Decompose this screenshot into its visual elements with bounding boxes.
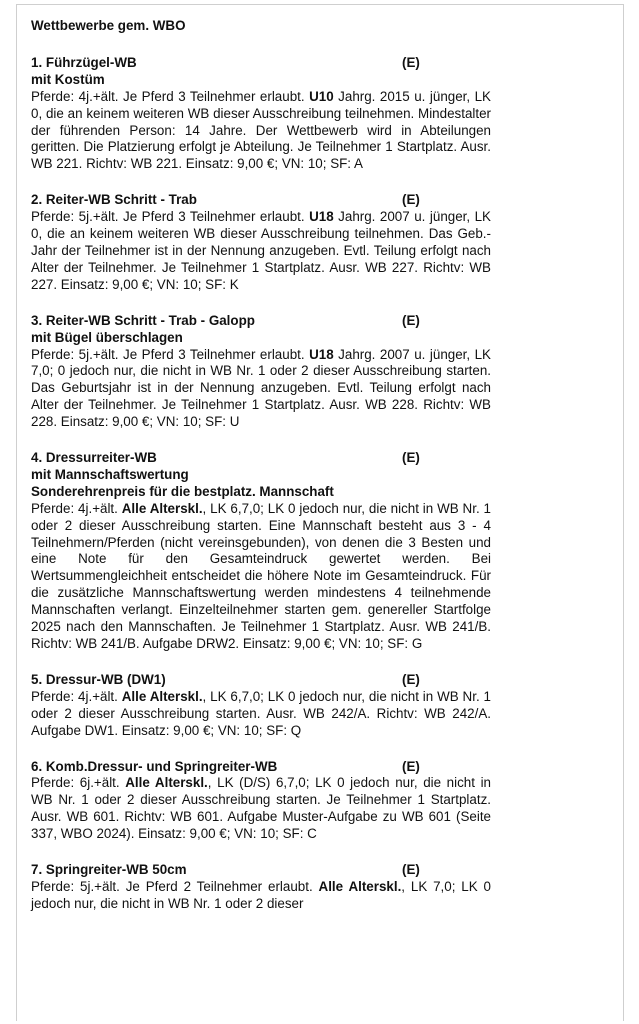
- competition-subheading: mit Kostüm: [31, 71, 105, 87]
- description-text: Pferde: 6j.+ält.: [31, 775, 126, 791]
- competition-heading: [31, 450, 491, 467]
- competition-category-tag: (E): [402, 671, 420, 687]
- competition-title: 4. Dressurreiter-WB: [31, 450, 157, 466]
- highlighted-term: U18: [309, 346, 334, 362]
- highlighted-term: Alle Alterskl.: [121, 500, 203, 516]
- highlighted-term: Alle Alterskl.: [121, 688, 203, 704]
- description-text: Jahrg. 2015 u. jünger, LK 0, die an keinem weiteren WB dieser Ausschreibung teilnehmen. Mindestalter der führenden Person: 14 Jahre. Der Wettbewerb wird in Abteilungen geritten. Die Platzierung erfolgt je Abteilung. Je Teilnehmer 1 Startplatz. Ausr. WB 221. Richtv: WB 221. Einsatz: 9,00 €; VN: 10; SF: A: [31, 88, 491, 172]
- description-text: Jahrg. 2007 u. jünger, LK 0, die an keinem weiteren WB dieser Ausschreibung teilnehmen. Das Geb.-Jahr der Teilnehmer ist in der Nennung anzugeben. Evtl. Teilung erfolgt nach Alter der Teilnehmer. Je Teilnehmer 1 Startplatz. Ausr. WB 227. Richtv: WB 227. Einsatz: 9,00 €; VN: 10; SF: K: [31, 209, 491, 292]
- competition-entry: [31, 759, 491, 844]
- competition-entry: [31, 55, 491, 173]
- competition-heading: [31, 55, 491, 72]
- description-text: Pferde: 4j.+ält.: [31, 688, 122, 704]
- competition-description: [31, 347, 491, 432]
- competition-entry: [31, 862, 491, 913]
- competition-description: [31, 209, 491, 294]
- description-text: Pferde: 4j.+ält. Je Pferd 3 Teilnehmer erlaubt.: [31, 88, 310, 104]
- competition-category-tag: (E): [402, 54, 420, 70]
- highlighted-term: U18: [309, 209, 334, 225]
- description-text: , LK 6,7,0; LK 0 jedoch nur, die nicht in WB Nr. 1 oder 2 dieser Ausschreibung starten. Eine Mannschaft besteht aus 3 - 4 Teilnehmern/Pferden (nicht vereinsgebunden), von denen die 3 Besten und eine Note für den Gesamteindruck gewertet werden. Bei Wertsummengleichheit entscheidet die höhere Note im Gesamteindruck. Für die zusätzliche Mannschaftswertung werden mindestens 4 teilnehmende Mannschaften verlangt. Einzelteilnehmer starten gem. genereller Startfolge 2025 nach den Mannschaften. Je Teilnehmer 1 Startplatz. Ausr. WB 241/B. Richtv: WB 241/B. Aufgabe DRW2. Einsatz: 9,00 €; VN: 10; SF: G: [31, 500, 491, 651]
- competition-title: 5. Dressur-WB (DW1): [31, 671, 166, 687]
- competition-list: [31, 55, 491, 913]
- highlighted-term: U10: [309, 88, 334, 104]
- competition-heading: [31, 313, 491, 330]
- description-text: , LK 6,7,0; LK 0 jedoch nur, die nicht in WB Nr. 1 oder 2 dieser Ausschreibung starten. Ausr. WB 242/A. Richtv: WB 242/A. Aufgabe DW1. Einsatz: 9,00 €; VN: 10; SF: Q: [31, 688, 491, 738]
- competition-category-tag: (E): [402, 862, 420, 878]
- competition-heading: [31, 862, 491, 879]
- competition-title: 1. Führzügel-WB: [31, 54, 137, 70]
- highlighted-term: Alle Alterskl.: [318, 878, 402, 894]
- description-text: , LK (D/S) 6,7,0; LK 0 jedoch nur, die nicht in WB Nr. 1 oder 2 dieser Ausschreibung starten. Je Teilnehmer 1 Startplatz. Ausr. WB 601. Richtv: WB 601. Aufgabe Muster-Aufgabe zu WB 601 (Seite 337, WBO 2024). Einsatz: 9,00 €; VN: 10; SF: C: [31, 775, 492, 842]
- competition-heading: [31, 192, 491, 209]
- description-text: Pferde: 5j.+ält. Je Pferd 3 Teilnehmer erlaubt.: [31, 346, 310, 362]
- competition-category-tag: (E): [402, 450, 420, 466]
- competition-category-tag: (E): [402, 312, 420, 328]
- competition-entry: [31, 672, 491, 740]
- competition-description: [31, 879, 491, 913]
- competition-heading: [31, 759, 491, 776]
- competition-title: 2. Reiter-WB Schritt - Trab: [31, 192, 197, 208]
- competition-category-tag: (E): [402, 192, 420, 208]
- competition-subheading: Sonderehrenpreis für die bestplatz. Mannschaft: [31, 483, 334, 499]
- competition-entry: [31, 313, 491, 431]
- description-text: , LK 7,0; LK 0 jedoch nur, die nicht in WB Nr. 1 oder 2 dieser: [31, 878, 491, 911]
- document-title: Wettbewerbe gem. WBO: [31, 18, 186, 33]
- description-text: Jahrg. 2007 u. jünger, LK 7,0; 0 jedoch nur, die nicht in WB Nr. 1 oder 2 dieser Ausschreibung starten. Das Geburtsjahr ist in der Nennung anzugeben. Evtl. Teilung erfolgt nach Alter der Teilnehmer. Je Teilnehmer 1 Startplatz. Ausr. WB 228. Richtv: WB 228. Einsatz: 9,00 €; VN: 10; SF: U: [31, 346, 491, 430]
- description-text: Pferde: 5j.+ält. Je Pferd 2 Teilnehmer erlaubt.: [31, 878, 319, 894]
- competition-title: 7. Springreiter-WB 50cm: [31, 862, 187, 878]
- competition-title: 3. Reiter-WB Schritt - Trab - Galopp: [31, 312, 255, 328]
- competition-description: [31, 775, 491, 843]
- competition-title: 6. Komb.Dressur- und Springreiter-WB: [31, 758, 278, 774]
- competition-entry: [31, 192, 491, 293]
- competition-heading: [31, 672, 491, 689]
- highlighted-term: Alle Alterskl.: [125, 775, 208, 791]
- competition-description: [31, 689, 491, 740]
- description-text: Pferde: 4j.+ält.: [31, 500, 122, 516]
- competition-subheading: mit Mannschaftswertung: [31, 466, 189, 482]
- competition-category-tag: (E): [402, 758, 420, 774]
- description-text: Pferde: 5j.+ält. Je Pferd 3 Teilnehmer erlaubt.: [31, 209, 310, 225]
- competition-subheading: mit Bügel überschlagen: [31, 329, 183, 345]
- competition-entry: [31, 450, 491, 653]
- document-page: [31, 18, 491, 932]
- competition-description: [31, 89, 491, 174]
- competition-description: [31, 501, 491, 653]
